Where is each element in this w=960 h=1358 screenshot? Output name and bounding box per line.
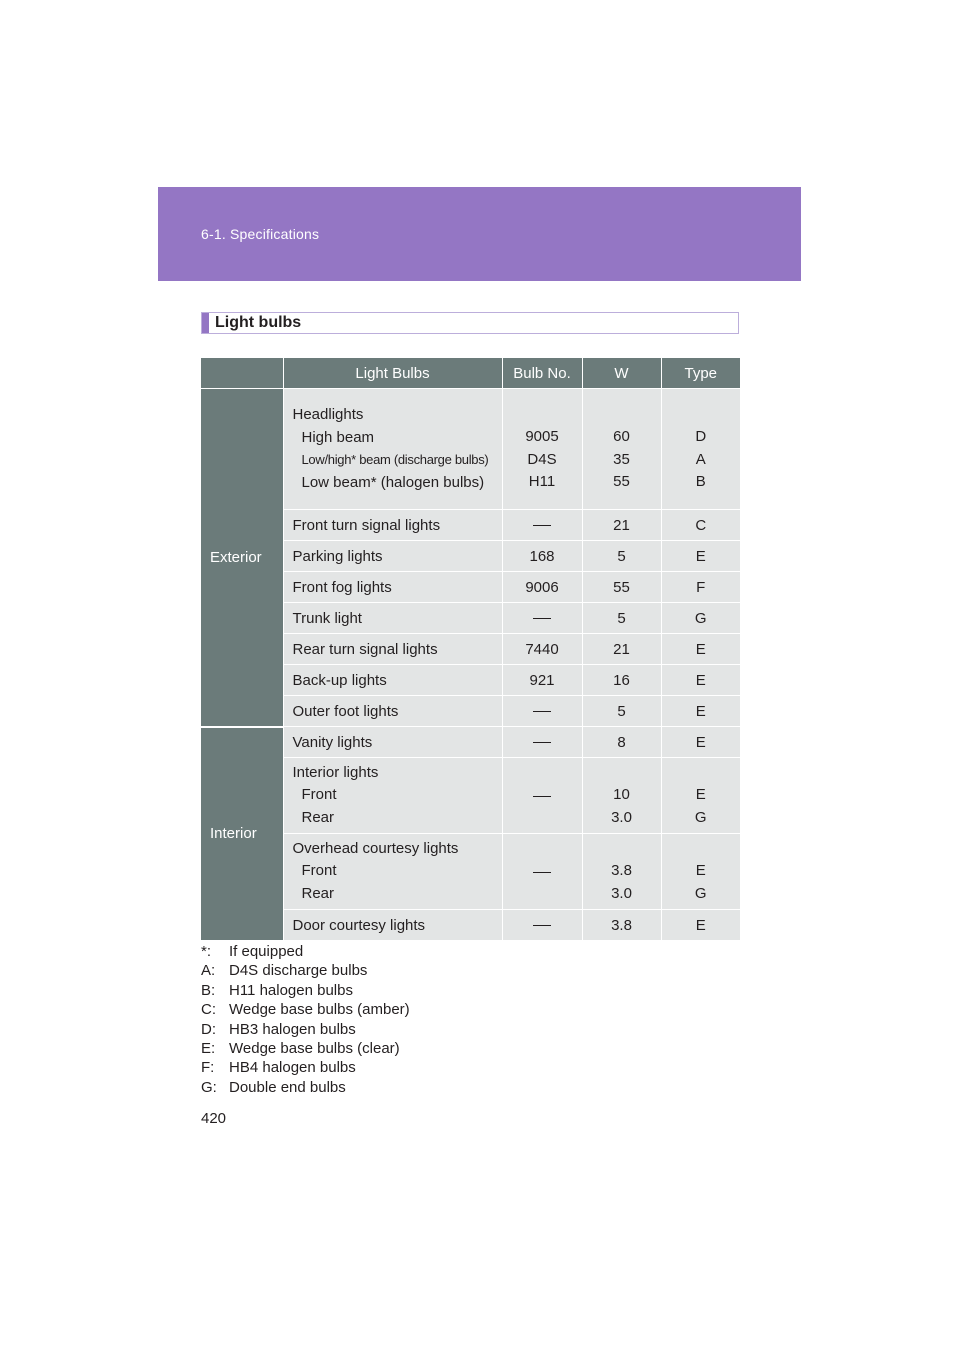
cell-type bbox=[661, 665, 740, 696]
cell-value: C bbox=[695, 516, 707, 534]
cell-bulb bbox=[502, 910, 582, 941]
cell-value: 168 bbox=[529, 547, 555, 565]
cell-value: 3.8 bbox=[611, 862, 632, 879]
cell-value: 10 bbox=[613, 786, 630, 803]
cell-bulb bbox=[502, 696, 582, 727]
cell-value: 7440 bbox=[525, 640, 559, 658]
cell-bulb bbox=[502, 603, 582, 634]
bulb-name: Front fog lights bbox=[292, 578, 392, 596]
cell-w bbox=[582, 665, 661, 696]
cell-bulb bbox=[502, 834, 582, 910]
bulb-name-cell bbox=[283, 389, 502, 510]
cell-value: 5 bbox=[617, 702, 626, 720]
bulb-name-cell bbox=[283, 572, 502, 603]
cell-w bbox=[582, 758, 661, 834]
cell-type bbox=[661, 727, 740, 758]
bulb-name: Rear turn signal lights bbox=[292, 640, 438, 658]
section-title-marker bbox=[202, 313, 209, 333]
bulb-name-cell bbox=[283, 727, 502, 758]
cell-value: F bbox=[696, 578, 706, 596]
header-light-bulbs: Light Bulbs bbox=[283, 358, 502, 389]
dash-icon bbox=[533, 742, 551, 743]
footnote-text: HB4 halogen bulbs bbox=[229, 1059, 356, 1077]
cell-value: 35 bbox=[613, 450, 630, 468]
footnote-key: E: bbox=[201, 1040, 216, 1058]
bulb-name: Parking lights bbox=[292, 547, 383, 565]
cell-w bbox=[582, 572, 661, 603]
bulb-subname: Front bbox=[301, 862, 337, 880]
cell-value: G bbox=[694, 609, 707, 627]
cell-type bbox=[661, 634, 740, 665]
cell-value: H11 bbox=[528, 473, 556, 491]
cell-w bbox=[582, 510, 661, 541]
bulb-subname: Front bbox=[301, 786, 337, 804]
footnote-text: Double end bulbs bbox=[229, 1078, 346, 1096]
section-title-box bbox=[201, 312, 739, 334]
cell-type bbox=[661, 389, 740, 510]
header-bulb-no: Bulb No. bbox=[502, 358, 582, 389]
cell-value: E bbox=[695, 640, 706, 658]
group-label-exterior: Exterior bbox=[201, 389, 283, 727]
cell-value: 21 bbox=[613, 516, 630, 534]
cell-w bbox=[582, 603, 661, 634]
bulb-name: Door courtesy lights bbox=[292, 916, 426, 934]
cell-value: D bbox=[695, 428, 707, 446]
bulb-name: Vanity lights bbox=[292, 733, 373, 751]
cell-value: D4S bbox=[527, 450, 557, 468]
group-label-interior: Interior bbox=[201, 727, 283, 941]
bulb-subname: Low beam* (halogen bulbs) bbox=[301, 473, 485, 491]
dash-icon bbox=[533, 925, 551, 926]
cell-value: B bbox=[695, 473, 706, 491]
bulb-name-cell bbox=[283, 541, 502, 572]
cell-value: 21 bbox=[613, 640, 630, 658]
footnote-text: If equipped bbox=[229, 943, 304, 960]
section-reference: 6-1. Specifications bbox=[201, 226, 320, 242]
cell-bulb bbox=[502, 665, 582, 696]
cell-bulb bbox=[502, 389, 582, 510]
header-band bbox=[158, 187, 801, 281]
cell-bulb bbox=[502, 634, 582, 665]
footnote-key: *: bbox=[201, 943, 212, 960]
cell-type bbox=[661, 541, 740, 572]
cell-w bbox=[582, 727, 661, 758]
header-type: Type bbox=[661, 358, 740, 389]
cell-value: 9006 bbox=[525, 578, 559, 596]
bulb-name: Headlights bbox=[292, 406, 364, 423]
cell-type bbox=[661, 910, 740, 941]
bulb-name-cell bbox=[283, 665, 502, 696]
cell-value: 9005 bbox=[525, 428, 559, 446]
cell-value: 8 bbox=[617, 733, 626, 751]
cell-value: 3.0 bbox=[611, 808, 632, 826]
footnote-item bbox=[201, 1039, 410, 1058]
cell-bulb bbox=[502, 758, 582, 834]
cell-value: E bbox=[695, 862, 706, 879]
cell-value: E bbox=[695, 671, 706, 689]
header-blank bbox=[201, 358, 283, 389]
bulb-name-cell bbox=[283, 510, 502, 541]
cell-bulb bbox=[502, 541, 582, 572]
cell-value: 3.8 bbox=[611, 916, 632, 934]
footnote-item bbox=[201, 942, 410, 961]
footnote-text: HB3 halogen bulbs bbox=[229, 1020, 356, 1038]
cell-w bbox=[582, 634, 661, 665]
cell-value: 3.0 bbox=[611, 884, 632, 902]
cell-value: 60 bbox=[613, 428, 630, 446]
cell-value: 55 bbox=[613, 578, 630, 596]
footnote-key: F: bbox=[201, 1059, 215, 1077]
cell-type bbox=[661, 603, 740, 634]
cell-w bbox=[582, 910, 661, 941]
bulb-name: Interior lights bbox=[292, 763, 379, 781]
bulb-name-cell bbox=[283, 696, 502, 727]
cell-value: E bbox=[695, 786, 706, 803]
dash-icon bbox=[533, 711, 551, 712]
footnote-key: G: bbox=[201, 1078, 217, 1096]
bulb-name: Outer foot lights bbox=[292, 702, 399, 720]
bulb-subname: Low/high* beam (discharge bulbs) bbox=[301, 452, 489, 467]
bulb-name: Front turn signal lights bbox=[292, 516, 441, 534]
footnotes bbox=[201, 942, 410, 1097]
cell-type bbox=[661, 696, 740, 727]
cell-type bbox=[661, 758, 740, 834]
footnote-item bbox=[201, 1058, 410, 1077]
cell-value: 16 bbox=[613, 671, 630, 689]
cell-value: G bbox=[694, 808, 707, 826]
footnote-text: H11 halogen bulbs bbox=[229, 981, 353, 999]
section-title: Light bulbs bbox=[215, 314, 302, 331]
footnote-key: D: bbox=[201, 1020, 216, 1038]
cell-value: 921 bbox=[529, 671, 555, 689]
cell-value: E bbox=[695, 733, 706, 751]
footnote-item bbox=[201, 1020, 410, 1039]
footnote-text: D4S discharge bulbs bbox=[229, 962, 368, 980]
footnote-text: Wedge base bulbs (clear) bbox=[229, 1040, 400, 1058]
dash-icon bbox=[533, 872, 551, 873]
cell-bulb bbox=[502, 572, 582, 603]
bulb-subname: High beam bbox=[301, 428, 375, 446]
bulb-name-cell bbox=[283, 634, 502, 665]
footnote-item bbox=[201, 961, 410, 980]
bulb-name-cell bbox=[283, 603, 502, 634]
bulb-name-cell bbox=[283, 834, 502, 910]
cell-value: G bbox=[694, 884, 707, 902]
footnote-item bbox=[201, 1078, 410, 1097]
bulb-name-cell bbox=[283, 758, 502, 834]
page-number: 420 bbox=[201, 1110, 227, 1127]
cell-value: 5 bbox=[617, 547, 626, 565]
light-bulbs-table bbox=[201, 358, 740, 942]
cell-w bbox=[582, 389, 661, 510]
dash-icon bbox=[533, 525, 551, 526]
bulb-subname: Rear bbox=[301, 884, 335, 902]
cell-w bbox=[582, 696, 661, 727]
cell-value: E bbox=[695, 547, 706, 565]
cell-value: 55 bbox=[613, 473, 630, 491]
bulb-name: Back-up lights bbox=[292, 671, 387, 689]
cell-value: A bbox=[695, 450, 706, 468]
cell-type bbox=[661, 510, 740, 541]
cell-value: 5 bbox=[617, 609, 626, 627]
footnote-key: B: bbox=[201, 981, 216, 999]
header-watt: W bbox=[582, 358, 661, 389]
footnote-text: Wedge base bulbs (amber) bbox=[229, 1001, 410, 1019]
cell-bulb bbox=[502, 727, 582, 758]
bulb-name: Overhead courtesy lights bbox=[292, 839, 459, 857]
cell-value: E bbox=[695, 702, 706, 720]
table-header-row bbox=[201, 358, 740, 389]
cell-bulb bbox=[502, 510, 582, 541]
table-row bbox=[201, 727, 740, 758]
footnote-item bbox=[201, 1000, 410, 1019]
cell-value: E bbox=[695, 916, 706, 934]
cell-type bbox=[661, 572, 740, 603]
cell-w bbox=[582, 834, 661, 910]
footnote-key: C: bbox=[201, 1001, 216, 1019]
dash-icon bbox=[533, 618, 551, 619]
cell-w bbox=[582, 541, 661, 572]
bulb-name-cell bbox=[283, 910, 502, 941]
footnote-item bbox=[201, 981, 410, 1000]
table-row bbox=[201, 389, 740, 510]
bulb-subname: Rear bbox=[301, 808, 335, 826]
footnote-key: A: bbox=[201, 962, 216, 980]
dash-icon bbox=[533, 796, 551, 797]
cell-type bbox=[661, 834, 740, 910]
bulb-name: Trunk light bbox=[292, 609, 362, 627]
